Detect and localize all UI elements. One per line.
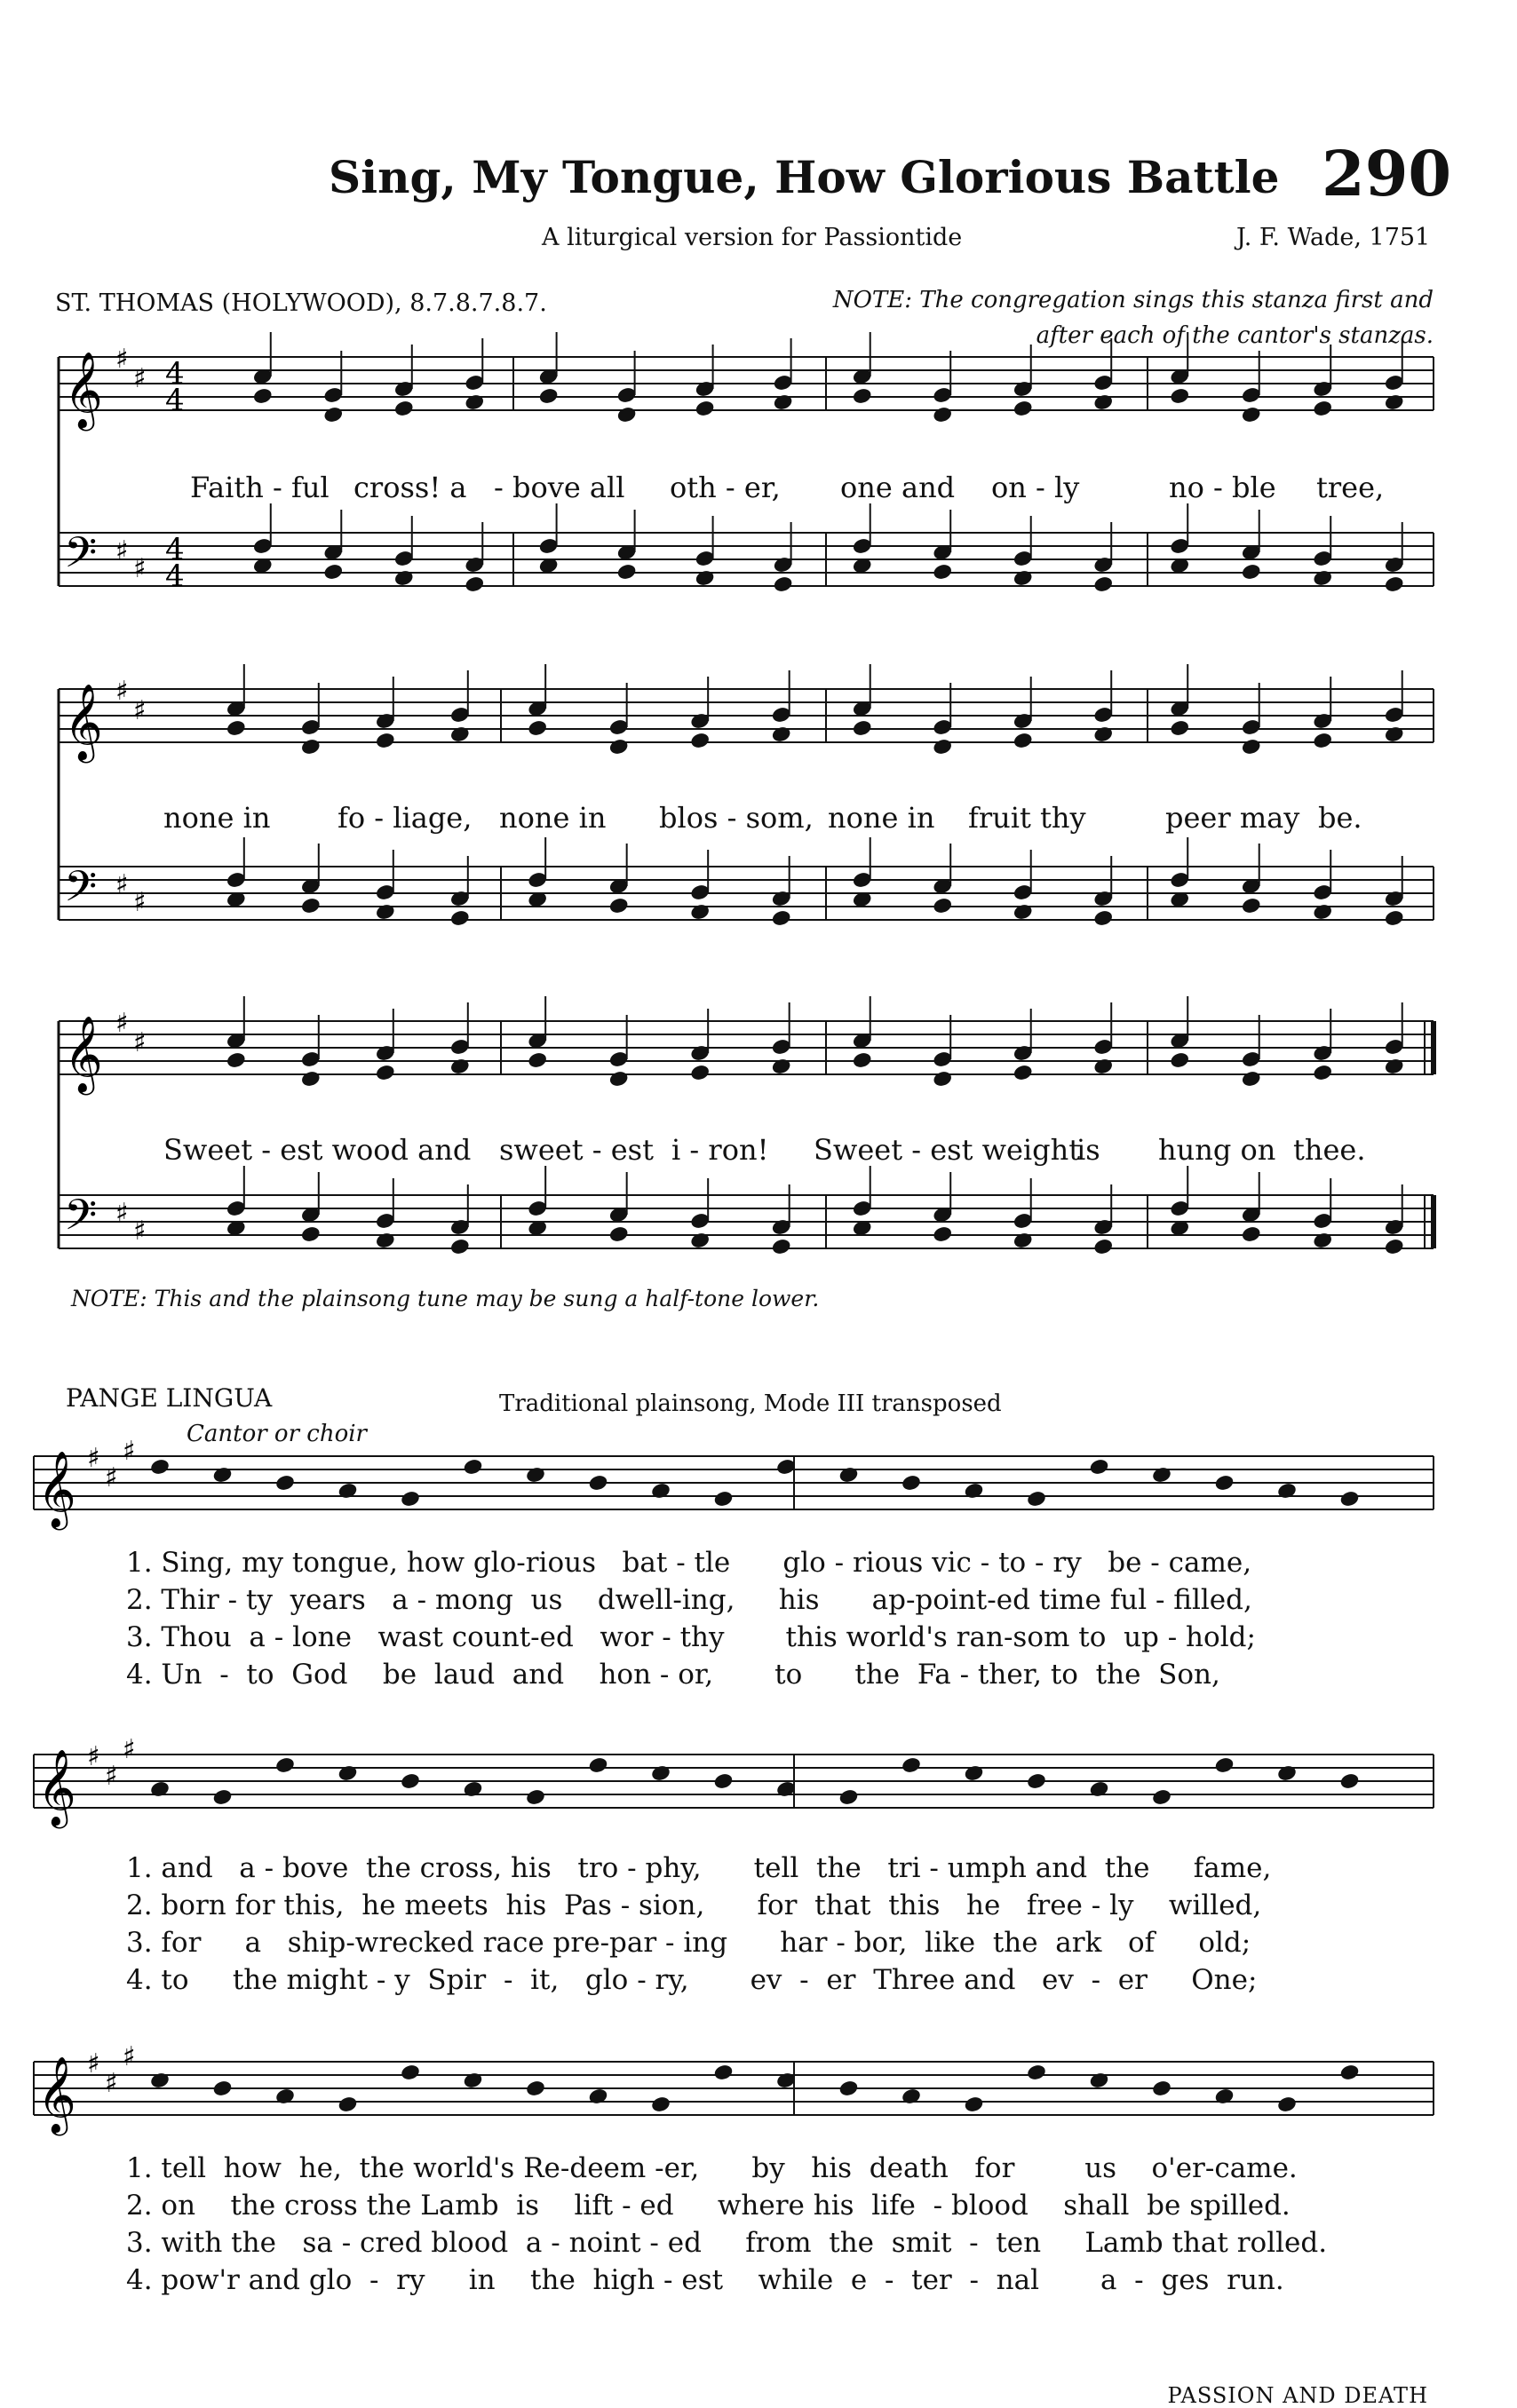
stanza-line: 1. tell how he, the world's Re-deem -er, by his death for us o'er-came. — [126, 2152, 1298, 2184]
notehead — [393, 569, 415, 588]
notehead — [852, 1051, 873, 1070]
notehead — [1013, 903, 1034, 922]
notehead — [616, 563, 638, 582]
chant-notehead — [338, 2095, 359, 2114]
notehead — [689, 1232, 711, 1250]
notehead — [300, 738, 322, 756]
notehead — [1013, 1064, 1034, 1082]
notehead — [771, 1238, 792, 1256]
key-signature-sharp: ♯ — [115, 1008, 129, 1039]
notehead — [226, 719, 247, 738]
chant-notehead — [588, 1474, 609, 1493]
notehead — [1312, 1232, 1333, 1250]
lyric-syllable: no - ble — [1169, 471, 1276, 504]
notehead — [689, 903, 711, 922]
chant-notehead — [1339, 1772, 1361, 1791]
notehead — [538, 387, 560, 406]
chant-notehead — [838, 1466, 860, 1485]
notehead — [375, 1064, 396, 1082]
congregation-note-line1: NOTE: The congregation sings this stanza first and — [832, 287, 1434, 313]
key-signature-sharp: ♯ — [115, 535, 129, 566]
chant-notehead — [713, 1772, 735, 1791]
chant-notehead — [1214, 2087, 1235, 2106]
chant-notehead — [650, 2095, 671, 2114]
chant-notehead — [838, 1788, 860, 1807]
notehead — [1013, 400, 1034, 418]
key-signature-sharp: ♯ — [133, 1027, 147, 1058]
chant-notehead — [1089, 2071, 1110, 2090]
notehead — [1092, 909, 1114, 928]
lyric-syllable: be. — [1318, 801, 1362, 835]
chant-notehead — [964, 1482, 985, 1501]
notehead — [932, 1225, 953, 1244]
notehead — [932, 1070, 953, 1089]
notehead — [932, 738, 953, 756]
chant-notehead — [400, 1772, 421, 1791]
treble-clef: 𝄞 — [64, 352, 103, 428]
lyric-syllable: cross! a — [353, 471, 467, 504]
key-signature-sharp: ♯ — [123, 1734, 136, 1765]
key-signature-sharp: ♯ — [105, 1761, 118, 1792]
half-tone-note: NOTE: This and the plainsong tune may be sung a half-tone lower. — [71, 1286, 820, 1311]
notehead — [932, 563, 953, 582]
notehead — [1312, 569, 1333, 588]
chant-notehead — [149, 1458, 171, 1477]
notehead — [1384, 1057, 1405, 1076]
key-signature-sharp: ♯ — [115, 344, 129, 375]
notehead — [1312, 400, 1333, 418]
chant-notehead — [212, 1788, 234, 1807]
lyric-syllable: blos - som, — [659, 801, 814, 835]
notehead — [932, 406, 953, 424]
chant-notehead — [1026, 1772, 1047, 1791]
notehead — [322, 563, 344, 582]
hymn-title: Sing, My Tongue, How Glorious Battle — [329, 151, 1280, 203]
section-footer: PASSION AND DEATH — [1167, 2383, 1428, 2408]
notehead — [1241, 738, 1262, 756]
notehead — [1384, 909, 1405, 928]
notehead — [226, 1051, 247, 1070]
chant-notehead — [1276, 1482, 1298, 1501]
notehead — [375, 732, 396, 750]
notehead — [1241, 1070, 1262, 1089]
notehead — [1092, 393, 1114, 412]
notehead — [464, 393, 485, 412]
chant-notehead — [400, 2063, 421, 2082]
chant-notehead — [463, 1458, 484, 1477]
chant-notehead — [338, 1764, 359, 1783]
key-signature-sharp: ♯ — [133, 695, 147, 726]
stanza-line: 2. born for this, he meets his Pas - sion, for that this he free - ly willed, — [126, 1889, 1262, 1921]
notehead — [1169, 719, 1190, 738]
chant-notehead — [212, 1466, 234, 1485]
lyric-syllable: is — [1076, 1133, 1100, 1167]
notehead — [1312, 903, 1333, 922]
treble-clef: 𝄞 — [37, 2056, 76, 2133]
chant-notehead — [1339, 1490, 1361, 1509]
key-signature-sharp: ♯ — [87, 2048, 100, 2079]
chant-notehead — [588, 2087, 609, 2106]
key-signature-sharp: ♯ — [115, 1198, 129, 1229]
key-signature-sharp: ♯ — [133, 887, 147, 918]
notehead — [771, 909, 792, 928]
notehead — [616, 406, 638, 424]
lyric-syllable: hung on — [1158, 1133, 1276, 1167]
notehead — [527, 719, 548, 738]
stanza-line: 3. with the sa - cred blood a - noint - ed from the smit - ten Lamb that rolled. — [126, 2227, 1328, 2259]
notehead — [689, 732, 711, 750]
lyric-syllable: tree, — [1316, 471, 1385, 504]
notehead — [449, 909, 471, 928]
chant-notehead — [463, 1780, 484, 1799]
bass-clef: 𝄢 — [64, 527, 98, 588]
notehead — [1092, 725, 1114, 744]
notehead — [449, 1238, 471, 1256]
chant-notehead — [149, 1780, 171, 1799]
chant-notehead — [400, 1490, 421, 1509]
key-signature-sharp: ♯ — [133, 1216, 147, 1247]
notehead — [1384, 393, 1405, 412]
chant-notehead — [1214, 1756, 1235, 1775]
key-signature-sharp: ♯ — [87, 1741, 100, 1772]
notehead — [393, 400, 415, 418]
congregation-note-line2: after each of the cantor's stanzas. — [1036, 322, 1434, 349]
time-signature: 4 — [165, 532, 185, 567]
key-signature-sharp: ♯ — [115, 676, 129, 707]
key-signature-sharp: ♯ — [115, 869, 129, 900]
chant-notehead — [274, 1474, 296, 1493]
notehead — [771, 1057, 792, 1076]
notehead — [1013, 569, 1034, 588]
chant-notehead — [1089, 1458, 1110, 1477]
notehead — [1384, 1238, 1405, 1256]
notehead — [852, 387, 873, 406]
treble-clef: 𝄞 — [37, 1451, 76, 1527]
chant-notehead — [274, 1756, 296, 1775]
notehead — [464, 575, 485, 594]
notehead — [1092, 1057, 1114, 1076]
lyric-syllable: Sweet - est weight — [814, 1133, 1081, 1167]
chant-notehead — [149, 2071, 171, 2090]
chant-notehead — [1089, 1780, 1110, 1799]
chant-notehead — [650, 1482, 671, 1501]
chant-notehead — [212, 2079, 234, 2098]
notehead — [773, 575, 794, 594]
notehead — [252, 387, 274, 406]
bass-clef: 𝄢 — [64, 1190, 98, 1250]
notehead — [1092, 1238, 1114, 1256]
tune-credit: Traditional plainsong, Mode III transposed — [499, 1390, 1002, 1417]
notehead — [322, 406, 344, 424]
lyric-syllable: Faith - ful — [190, 471, 330, 504]
notehead — [608, 1070, 630, 1089]
notehead — [608, 738, 630, 756]
stanza-line: 2. on the cross the Lamb is lift - ed where his life - blood shall be spilled. — [126, 2190, 1291, 2222]
lyric-syllable: oth - er, — [670, 471, 781, 504]
chant-notehead — [1026, 2063, 1047, 2082]
cantor-label: Cantor or choir — [187, 1421, 367, 1447]
notehead — [1241, 897, 1262, 915]
notehead — [300, 1225, 322, 1244]
stanza-line: 3. Thou a - lone wast count-ed wor - thy this world's ran-som to up - hold; — [126, 1621, 1256, 1653]
stanza-line: 3. for a ship-wrecked race pre-par - ing har - bor, like the ark of old; — [126, 1927, 1251, 1959]
lyric-syllable: fo - liage, — [338, 801, 473, 835]
stanza-line: 4. pow'r and glo - ry in the high - est while e - ter - nal a - ges run. — [126, 2264, 1284, 2296]
notehead — [932, 897, 953, 915]
lyric-syllable: Sweet - est wood and — [163, 1133, 472, 1167]
treble-clef: 𝄞 — [37, 1749, 76, 1826]
stanza-line: 4. to the might - y Spir - it, glo - ry, ev - er Three and ev - er One; — [126, 1964, 1258, 1996]
lyric-syllable: peer may — [1165, 801, 1300, 835]
notehead — [1013, 1232, 1034, 1250]
chant-notehead — [463, 2071, 484, 2090]
notehead — [1092, 575, 1114, 594]
chant-notehead — [1151, 1788, 1172, 1807]
notehead — [689, 1064, 711, 1082]
chant-notehead — [838, 2079, 860, 2098]
stanza-line: 1. Sing, my tongue, how glo-rious bat - tle glo - rious vic - to - ry be - came, — [126, 1547, 1252, 1579]
notehead — [695, 569, 716, 588]
stanza-line: 4. Un - to God be laud and hon - or, to the Fa - ther, to the Son, — [126, 1659, 1220, 1691]
lyric-syllable: none in — [163, 801, 271, 835]
key-signature-sharp: ♯ — [87, 1443, 100, 1474]
chant-notehead — [901, 2087, 922, 2106]
key-signature-sharp: ♯ — [123, 2041, 136, 2072]
lyric-syllable: thee. — [1293, 1133, 1366, 1167]
treble-clef: 𝄞 — [64, 684, 103, 760]
notehead — [375, 1232, 396, 1250]
chant-notehead — [964, 2095, 985, 2114]
notehead — [300, 897, 322, 915]
treble-clef: 𝄞 — [64, 1016, 103, 1092]
stanza-line: 2. Thir - ty years a - mong us dwell-ing, his ap-point-ed time ful - filled, — [126, 1584, 1252, 1616]
notehead — [1312, 732, 1333, 750]
notehead — [771, 725, 792, 744]
notehead — [527, 1051, 548, 1070]
chant-notehead — [525, 2079, 546, 2098]
notehead — [1169, 387, 1190, 406]
notehead — [1241, 406, 1262, 424]
notehead — [852, 719, 873, 738]
chant-notehead — [588, 1756, 609, 1775]
time-signature: 4 — [165, 558, 185, 594]
lyric-syllable: one and — [840, 471, 956, 504]
stanza-line: 1. and a - bove the cross, his tro - phy, tell the tri - umph and the fame, — [126, 1852, 1272, 1884]
notehead — [1241, 1225, 1262, 1244]
notehead — [773, 393, 794, 412]
notehead — [1312, 1064, 1333, 1082]
notehead — [449, 1057, 471, 1076]
notehead — [695, 400, 716, 418]
time-signature: 4 — [165, 383, 185, 418]
hymn-subtitle: A liturgical version for Passiontide — [542, 224, 963, 251]
chant-notehead — [650, 1764, 671, 1783]
chant-notehead — [1026, 1490, 1047, 1509]
chant-notehead — [1276, 2095, 1298, 2114]
text-author: J. F. Wade, 1751 — [1236, 224, 1431, 251]
chant-notehead — [1339, 2063, 1361, 2082]
chant-notehead — [901, 1756, 922, 1775]
lyric-syllable: i - ron! — [671, 1133, 769, 1167]
notehead — [1241, 563, 1262, 582]
lyric-syllable: sweet - est — [499, 1133, 654, 1167]
tune-name-st-thomas: ST. THOMAS (HOLYWOOD), 8.7.8.7.8.7. — [55, 289, 547, 317]
key-signature-sharp: ♯ — [133, 553, 147, 584]
bass-clef: 𝄢 — [64, 861, 98, 922]
key-signature-sharp: ♯ — [133, 363, 147, 394]
notehead — [608, 897, 630, 915]
notehead — [375, 903, 396, 922]
lyric-syllable: none in — [828, 801, 935, 835]
notehead — [300, 1070, 322, 1089]
chant-notehead — [1151, 2079, 1172, 2098]
hymn-number: 290 — [1322, 137, 1452, 210]
chant-notehead — [1214, 1474, 1235, 1493]
notehead — [1384, 575, 1405, 594]
chant-notehead — [964, 1764, 985, 1783]
chant-notehead — [901, 1474, 922, 1493]
notehead — [449, 725, 471, 744]
chant-notehead — [1151, 1466, 1172, 1485]
notehead — [1013, 732, 1034, 750]
chant-notehead — [713, 1490, 735, 1509]
key-signature-sharp: ♯ — [105, 2068, 118, 2099]
key-signature-sharp: ♯ — [123, 1436, 136, 1467]
lyric-syllable: none in — [499, 801, 607, 835]
chant-notehead — [713, 2063, 735, 2082]
notehead — [608, 1225, 630, 1244]
chant-notehead — [525, 1788, 546, 1807]
time-signature: 4 — [165, 356, 185, 392]
chant-notehead — [525, 1466, 546, 1485]
tune-name-pange-lingua: PANGE LINGUA — [66, 1383, 273, 1413]
key-signature-sharp: ♯ — [105, 1462, 118, 1493]
notehead — [1384, 725, 1405, 744]
lyric-syllable: fruit thy — [968, 801, 1086, 835]
lyric-syllable: - bove all — [494, 471, 625, 504]
chant-notehead — [1276, 1764, 1298, 1783]
lyric-syllable: on - ly — [991, 471, 1080, 504]
chant-notehead — [274, 2087, 296, 2106]
chant-notehead — [338, 1482, 359, 1501]
notehead — [1169, 1051, 1190, 1070]
